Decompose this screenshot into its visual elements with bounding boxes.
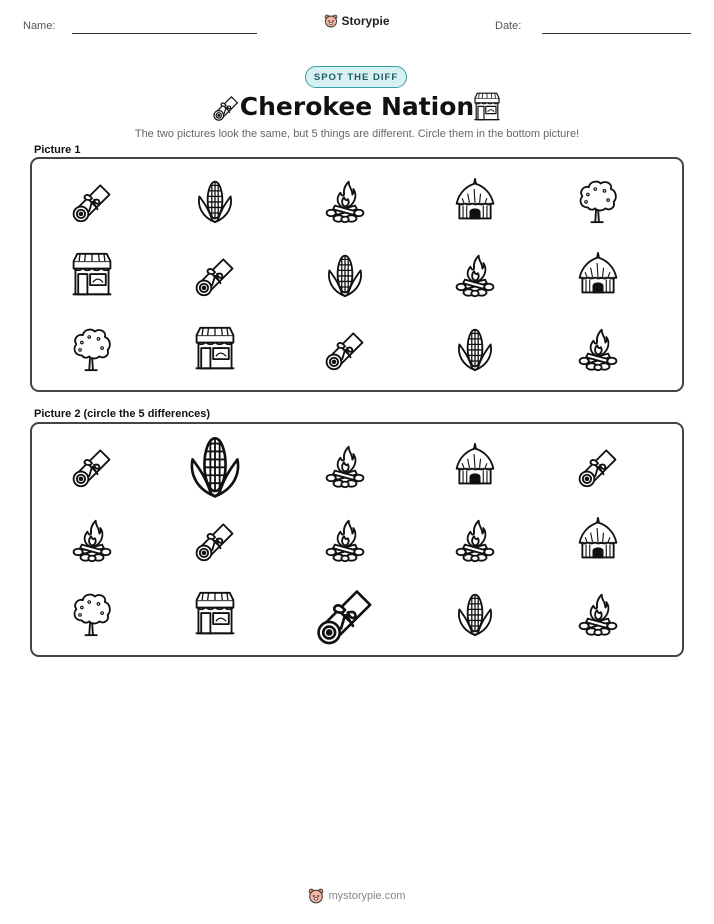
picture2-campfire-icon[interactable] bbox=[575, 591, 621, 637]
picture1-hut-icon bbox=[452, 178, 498, 224]
spot-the-diff-badge: SPOT THE DIFF bbox=[305, 66, 407, 88]
title-shop-icon bbox=[472, 92, 502, 127]
picture2-campfire-icon[interactable] bbox=[322, 443, 368, 489]
picture2-label: Picture 2 (circle the 5 differences) bbox=[34, 408, 211, 420]
picture2-shop-icon[interactable] bbox=[192, 591, 238, 637]
picture1-label: Picture 1 bbox=[34, 144, 81, 156]
picture2-scroll-icon[interactable] bbox=[312, 581, 378, 647]
picture2-campfire-icon[interactable] bbox=[322, 517, 368, 563]
bear-logo-icon bbox=[308, 888, 324, 904]
picture1-corn-icon bbox=[322, 252, 368, 298]
picture1-campfire-icon bbox=[575, 326, 621, 372]
bear-logo-icon bbox=[324, 14, 338, 28]
picture2-corn-icon[interactable] bbox=[182, 433, 248, 499]
page-title: Cherokee Nation bbox=[239, 92, 475, 121]
picture2-panel[interactable] bbox=[30, 422, 684, 657]
brand bbox=[0, 14, 714, 31]
picture2-campfire-icon[interactable] bbox=[69, 517, 115, 563]
picture2-scroll-icon[interactable] bbox=[192, 517, 238, 563]
picture1-shop-icon bbox=[69, 252, 115, 298]
picture1-tree-icon bbox=[69, 326, 115, 372]
picture1-tree-icon bbox=[575, 178, 621, 224]
picture2-corn-icon[interactable] bbox=[452, 591, 498, 637]
picture2-tree-icon[interactable] bbox=[69, 591, 115, 637]
picture2-campfire-icon[interactable] bbox=[452, 517, 498, 563]
date-field-line[interactable] bbox=[542, 33, 691, 34]
footer bbox=[0, 888, 714, 907]
picture1-panel bbox=[30, 157, 684, 392]
picture2-hut-icon[interactable] bbox=[575, 517, 621, 563]
picture1-scroll-icon bbox=[322, 326, 368, 372]
name-field-line[interactable] bbox=[72, 33, 257, 34]
picture2-scroll-icon[interactable] bbox=[69, 443, 115, 489]
picture2-scroll-icon[interactable] bbox=[575, 443, 621, 489]
picture1-corn-icon bbox=[192, 178, 238, 224]
picture1-campfire-icon bbox=[452, 252, 498, 298]
brand-name: Storypie bbox=[341, 14, 390, 28]
picture2-hut-icon[interactable] bbox=[452, 443, 498, 489]
picture1-scroll-icon bbox=[69, 178, 115, 224]
instructions: The two pictures look the same, but 5 things are different. Circle them in the bottom picture! bbox=[134, 128, 580, 140]
picture1-scroll-icon bbox=[192, 252, 238, 298]
picture1-hut-icon bbox=[575, 252, 621, 298]
picture1-corn-icon bbox=[452, 326, 498, 372]
footer-url: mystorypie.com bbox=[328, 890, 406, 902]
picture1-shop-icon bbox=[192, 326, 238, 372]
date-label: Date: bbox=[495, 20, 522, 32]
picture1-campfire-icon bbox=[322, 178, 368, 224]
name-label: Name: bbox=[23, 20, 56, 32]
